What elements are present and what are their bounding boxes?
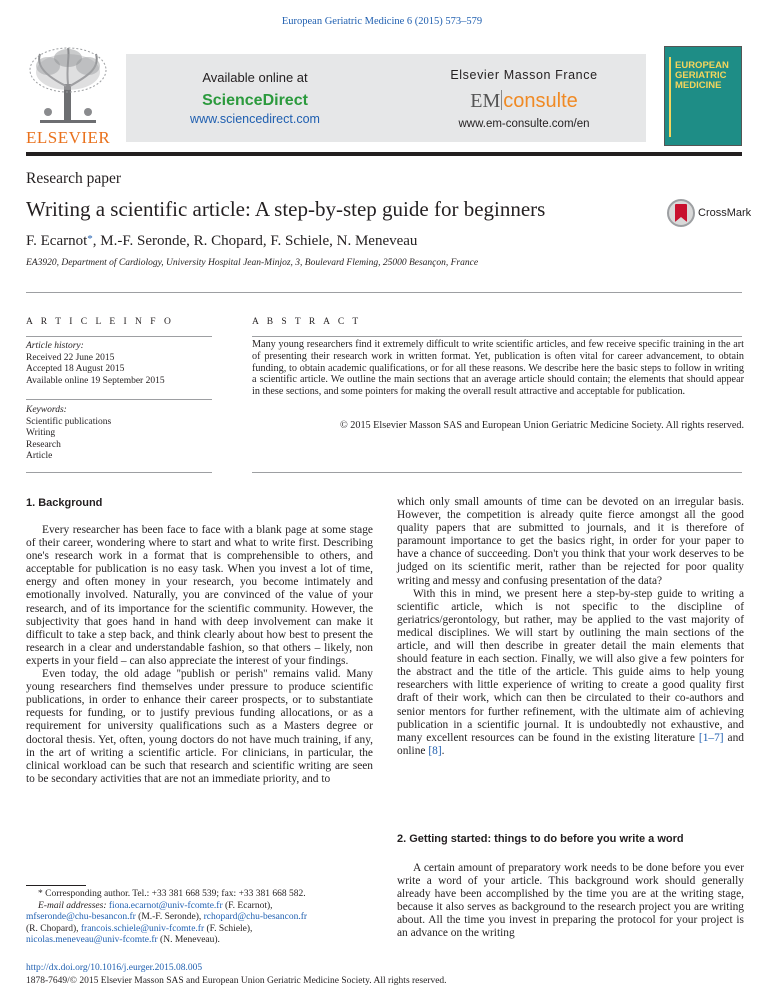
co-authors: , M.-F. Seronde, R. Chopard, F. Schiele, N. Meneveau xyxy=(92,233,418,249)
sciencedirect-logo[interactable]: ScienceDirect xyxy=(202,92,308,109)
journal-header xyxy=(26,46,742,150)
elsevier-tree-icon xyxy=(26,46,110,128)
email-link[interactable]: nicolas.meneveau@univ-fcomte.fr xyxy=(26,935,158,946)
email-link[interactable]: fiona.ecarnot@univ-fcomte.fr xyxy=(108,900,223,911)
footnotes xyxy=(26,889,373,947)
divider xyxy=(252,336,742,337)
elsevier-logo[interactable] xyxy=(26,46,110,148)
history-received: Received 22 June 2015 xyxy=(26,352,115,363)
cover-title: EUROPEAN GERIATRIC MEDICINE xyxy=(675,60,729,91)
right-column xyxy=(397,496,744,758)
affiliation: EA3920, Department of Cardiology, University Hospital Jean-Minjoz, 3, Boulevard Fleming, 25000 Besançon, France xyxy=(26,258,479,268)
keywords xyxy=(26,405,111,463)
keyword: Research xyxy=(26,439,61,450)
keyword: Scientific publications xyxy=(26,416,112,427)
header-divider xyxy=(26,152,742,156)
article-history xyxy=(26,341,165,387)
corresponding-author-mark[interactable]: * xyxy=(87,233,93,245)
footnote-divider xyxy=(26,885,86,886)
keyword: Article xyxy=(26,451,53,461)
email-addresses-line: mfseronde@chu-besancon.fr (M.-F. Seronde), rchopard@chu-besancon.fr xyxy=(26,912,308,923)
reference-link[interactable]: [1–7] xyxy=(698,731,724,744)
crossmark-badge[interactable] xyxy=(666,198,752,228)
keyword: Writing xyxy=(26,428,56,438)
crossmark-icon xyxy=(666,198,696,228)
doi-link[interactable]: http://dx.doi.org/10.1016/j.eurger.2015.08.005 xyxy=(26,963,203,973)
platform-banner xyxy=(126,54,646,142)
keywords-heading: Keywords: xyxy=(26,405,67,415)
corresponding-author-note: * Corresponding author. Tel.: +33 381 668 539; fax: +33 381 668 582. xyxy=(38,889,306,899)
first-author: F. Ecarnot xyxy=(26,233,88,249)
abstract-text: Many young researchers find it extremely difficult to write scientific articles, and few receive specific training in the art of presenting their research work in written format. Yet, publication is often vital for career advancement, to obtain funding, to obtain academic qualifications, or for all these reasons. We describe here the basic steps to follow in writing a scientific article. We outline the main sections that an average article should contain; the elements that should appear in these sections, and some pointers for making the overall result attractive and acceptable for publication. xyxy=(252,339,744,398)
divider xyxy=(26,472,212,473)
paragraph: A certain amount of preparatory work needs to be done before you ever write a word of your article. This background work should generally already have been accomplished by the time you are at the writing stage, because it also serves as background to the research project you are writing about. All the time you invest in preparing the protocol for your project is an advance on the writing xyxy=(397,862,744,940)
paragraph: With this in mind, we present here a step-by-step guide to writing a scientific article, which is not specific to the discipline of geriatrics/gerontology, but rather, may be applied to the vast majority of medical disciplines. We will start by outlining the main sections of the article, and will then describe in greater detail the main elements that should feature in each section. Finally, we will also give a few pointers for the abstract and the title of the article. This guide aims to help young researchers with little experience of writing to create a good quality first draft of their work, which can then be circulated to their co-authors and senior mentors for further refinement, with the ultimate aim of achieving publication in a scientific journal. It is undoubtedly not exhaustive, and many excellent resources can be found in the existing literature [1–7] and online [8]. xyxy=(397,587,744,757)
abstract-heading: A B S T R A C T xyxy=(252,317,362,327)
em-consulte-block[interactable] xyxy=(424,68,624,130)
section-heading-background: 1. Background xyxy=(26,497,103,509)
left-column xyxy=(26,524,373,786)
crossmark-label: CrossMark xyxy=(698,207,752,219)
em-consulte-logo[interactable]: EM consulte xyxy=(470,90,578,112)
journal-reference-link[interactable]: European Geriatric Medicine 6 (2015) 573–579 xyxy=(281,16,483,27)
divider xyxy=(26,336,212,337)
article-title: Writing a scientific article: A step-by-step guide for beginners xyxy=(26,197,546,221)
available-online-text: Available online at xyxy=(202,70,308,85)
author-list xyxy=(26,233,417,250)
divider xyxy=(252,472,742,473)
email-link[interactable]: francois.schiele@univ-fcomte.fr xyxy=(80,923,205,934)
email-addresses-line: nicolas.meneveau@univ-fcomte.fr (N. Meneveau). xyxy=(26,935,220,946)
paragraph: Even today, the old adage ''publish or perish'' remains valid. Many young researchers find themselves under pressure to produce scientific publications, in order to enhance their career prospects, or to substantiate requests for funding, or to justify previous funding allocations, or as a requirement for university qualifications such as a Masters degree or doctoral thesis. Yet, often, young doctors do not have much training, if any, in the art of writing a scientific article. For clinicians, in particular, the clinical workload can be such that research and scientific writing are seen to be secondary activities that are not an immediate priority, and to xyxy=(26,668,373,785)
email-addresses: E-mail addresses: fiona.ecarnot@univ-fcomte.fr (F. Ecarnot), xyxy=(38,900,273,911)
reference-link[interactable]: [8] xyxy=(428,744,442,757)
email-link[interactable]: rchopard@chu-besancon.fr xyxy=(203,912,308,923)
history-online: Available online 19 September 2015 xyxy=(26,375,165,386)
sciencedirect-block[interactable] xyxy=(170,70,340,126)
article-info-heading: A R T I C L E I N F O xyxy=(26,317,174,327)
sciencedirect-url[interactable]: www.sciencedirect.com xyxy=(190,112,320,126)
history-heading: Article history: xyxy=(26,341,84,351)
journal-cover-image[interactable] xyxy=(664,46,742,146)
em-consulte-url[interactable]: www.em-consulte.com/en xyxy=(458,118,590,130)
email-link[interactable]: mfseronde@chu-besancon.fr xyxy=(26,912,136,923)
divider xyxy=(26,292,742,293)
paragraph: which only small amounts of time can be devoted on an irregular basis. However, the competition is already quite fierce amongst all the good quality papers that are submitted to journals, and it is therefore of paramount importance to get the basics right, in order for your paper to have a chance of succeeding. Don't you think that your work deserves to be judged on its scientific merit, rather than be rejected for poor quality writing and messy and confusing presentation of the data? xyxy=(397,496,744,587)
issn-copyright: 1878-7649/© 2015 Elsevier Masson SAS and European Union Geriatric Medicine Society. All rights reserved. xyxy=(26,976,447,986)
section-heading-getting-started: 2. Getting started: things to do before you write a word xyxy=(397,833,684,845)
email-addresses-line: (R. Chopard), francois.schiele@univ-fcomte.fr (F. Schiele), xyxy=(26,923,253,934)
abstract-copyright: © 2015 Elsevier Masson SAS and European Union Geriatric Medicine Society. All rights reserved. xyxy=(339,420,744,431)
paragraph: Every researcher has been face to face with a blank page at some stage of their career, wondering where to start and what to write first. Describing one's research work in a format that is comprehensible to others, and acceptable for publication is no easy task. When you invest a lot of time, energy and often money in your research, you become intimately and emotionally involved. Naturally, you are convinced of the value of your research, and of its importance for the scientific community. However, the subjectivity that goes hand in hand with deep involvement can make it difficult to take a step back, and think clearly about how best to present the research in a clear and understandable fashion, so that others – likely, non experts in your field – can also appreciate the interest of your findings. xyxy=(26,524,373,667)
publisher-name: Elsevier Masson France xyxy=(450,68,598,82)
history-accepted: Accepted 18 August 2015 xyxy=(26,364,125,374)
cover-stripe xyxy=(669,57,671,137)
elsevier-wordmark: ELSEVIER xyxy=(26,128,111,147)
article-type: Research paper xyxy=(26,170,122,187)
right-column-continued xyxy=(397,862,744,941)
divider xyxy=(26,399,212,400)
